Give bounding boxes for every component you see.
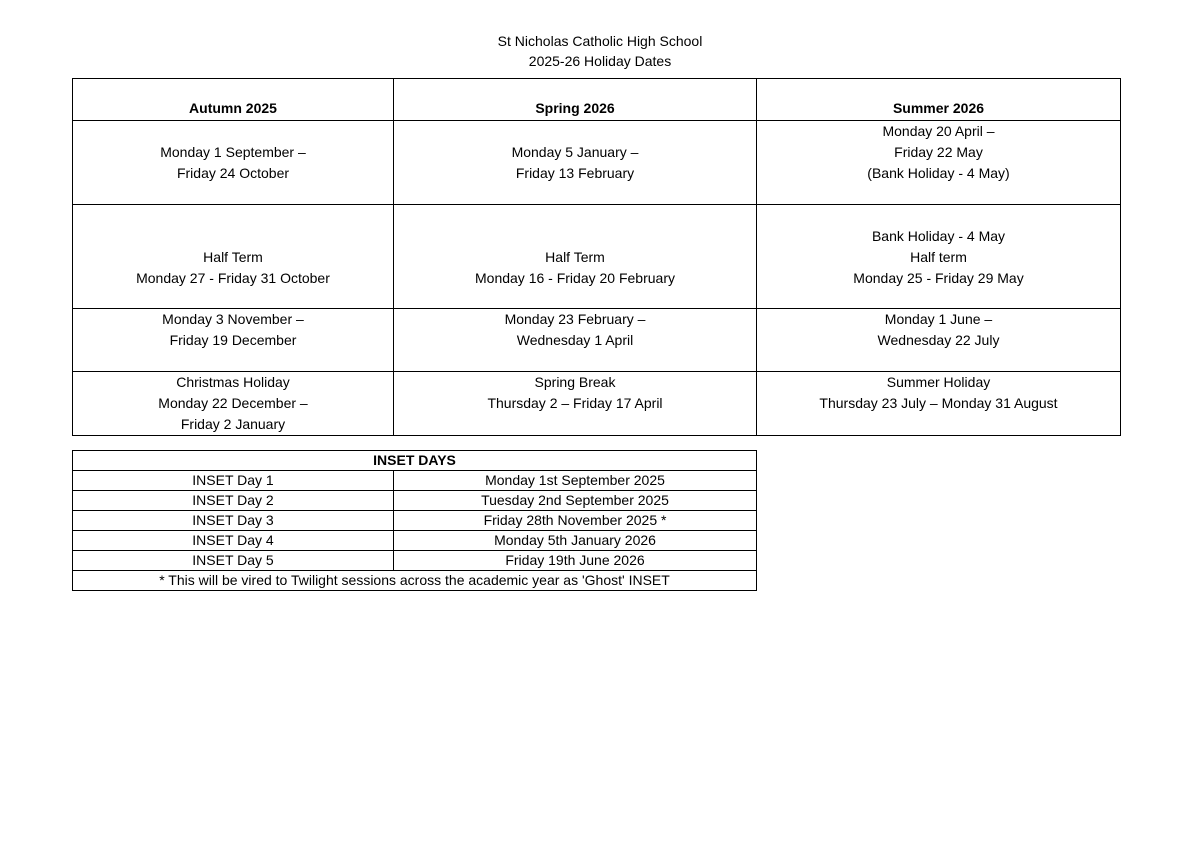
cell-line: Friday 2 January [180, 416, 286, 432]
inset-day-date: Monday 1st September 2025 [394, 471, 757, 491]
cell-line: Friday 24 October [176, 165, 290, 181]
cell-line: Monday 23 February – [504, 311, 646, 327]
inset-day-date: Friday 28th November 2025 * [394, 511, 757, 531]
autumn-half-term [73, 205, 394, 309]
inset-day-label: INSET Day 4 [73, 531, 394, 551]
cell-line: Summer Holiday [886, 374, 991, 390]
summer-term-1 [757, 121, 1121, 205]
cell-line: Wednesday 22 July [877, 332, 1000, 348]
table-row [73, 121, 1121, 205]
cell-line [73, 226, 393, 247]
table-row [73, 551, 757, 571]
column-header-autumn: Autumn 2025 [73, 79, 394, 121]
column-header-spring: Spring 2026 [394, 79, 757, 121]
cell-line: Bank Holiday - 4 May [871, 228, 1006, 244]
cell-line: Thursday 23 July – Monday 31 August [819, 395, 1058, 411]
school-name: St Nicholas Catholic High School [497, 33, 703, 49]
cell-line: Spring Break [534, 374, 616, 390]
inset-day-date: Friday 19th June 2026 [394, 551, 757, 571]
cell-line: Monday 22 December – [158, 395, 308, 411]
cell-line [394, 205, 756, 226]
table-row [73, 531, 757, 551]
inset-header-row [73, 451, 757, 471]
spring-break [394, 372, 757, 436]
cell-line: Friday 22 May [894, 144, 983, 160]
cell-line: Friday 19 December [169, 332, 297, 348]
inset-day-label: INSET Day 5 [73, 551, 394, 571]
cell-line: Monday 16 - Friday 20 February [475, 270, 675, 286]
table-row [73, 511, 757, 531]
table-row [73, 372, 1121, 436]
cell-line: Monday 5 January – [511, 144, 639, 160]
cell-line: Half Term [545, 249, 605, 265]
cell-line: Half term [910, 249, 967, 265]
cell-line: Christmas Holiday [176, 374, 290, 390]
autumn-term-2 [73, 309, 394, 372]
cell-line: Monday 1 September – [160, 144, 306, 160]
cell-line: Monday 1 June – [884, 311, 993, 327]
cell-line: Monday 27 - Friday 31 October [136, 270, 330, 286]
cell-line [394, 121, 756, 142]
inset-footnote: * This will be vired to Twilight sessions across the academic year as 'Ghost' INSET [73, 571, 757, 591]
table-row [73, 205, 1121, 309]
cell-line [757, 205, 1120, 226]
cell-line [73, 121, 393, 142]
cell-line: Monday 3 November – [162, 311, 304, 327]
term-header-row [73, 79, 1121, 121]
inset-days-table [72, 450, 757, 591]
inset-title: INSET DAYS [73, 451, 757, 471]
document-title: 2025-26 Holiday Dates [528, 53, 672, 69]
cell-line [394, 226, 756, 247]
cell-line: Thursday 2 – Friday 17 April [487, 395, 663, 411]
autumn-term-1 [73, 121, 394, 205]
spring-term-1 [394, 121, 757, 205]
cell-line [73, 205, 393, 226]
table-row [73, 471, 757, 491]
inset-day-label: INSET Day 1 [73, 471, 394, 491]
table-row [73, 491, 757, 511]
column-header-summer: Summer 2026 [757, 79, 1121, 121]
spring-half-term [394, 205, 757, 309]
inset-day-date: Tuesday 2nd September 2025 [394, 491, 757, 511]
inset-day-label: INSET Day 2 [73, 491, 394, 511]
table-row [73, 309, 1121, 372]
cell-line: Monday 25 - Friday 29 May [853, 270, 1024, 286]
inset-day-label: INSET Day 3 [73, 511, 394, 531]
summer-half-term [757, 205, 1121, 309]
page-header [0, 31, 1200, 71]
spring-term-2 [394, 309, 757, 372]
cell-line: Monday 20 April – [882, 123, 995, 139]
christmas-holiday [73, 372, 394, 436]
inset-day-date: Monday 5th January 2026 [394, 531, 757, 551]
cell-line: (Bank Holiday - 4 May) [867, 165, 1010, 181]
term-dates-table [72, 78, 1121, 436]
cell-line: Wednesday 1 April [516, 332, 634, 348]
cell-line: Friday 13 February [515, 165, 635, 181]
summer-term-2 [757, 309, 1121, 372]
inset-footnote-row [73, 571, 757, 591]
summer-holiday [757, 372, 1121, 436]
cell-line: Half Term [203, 249, 263, 265]
